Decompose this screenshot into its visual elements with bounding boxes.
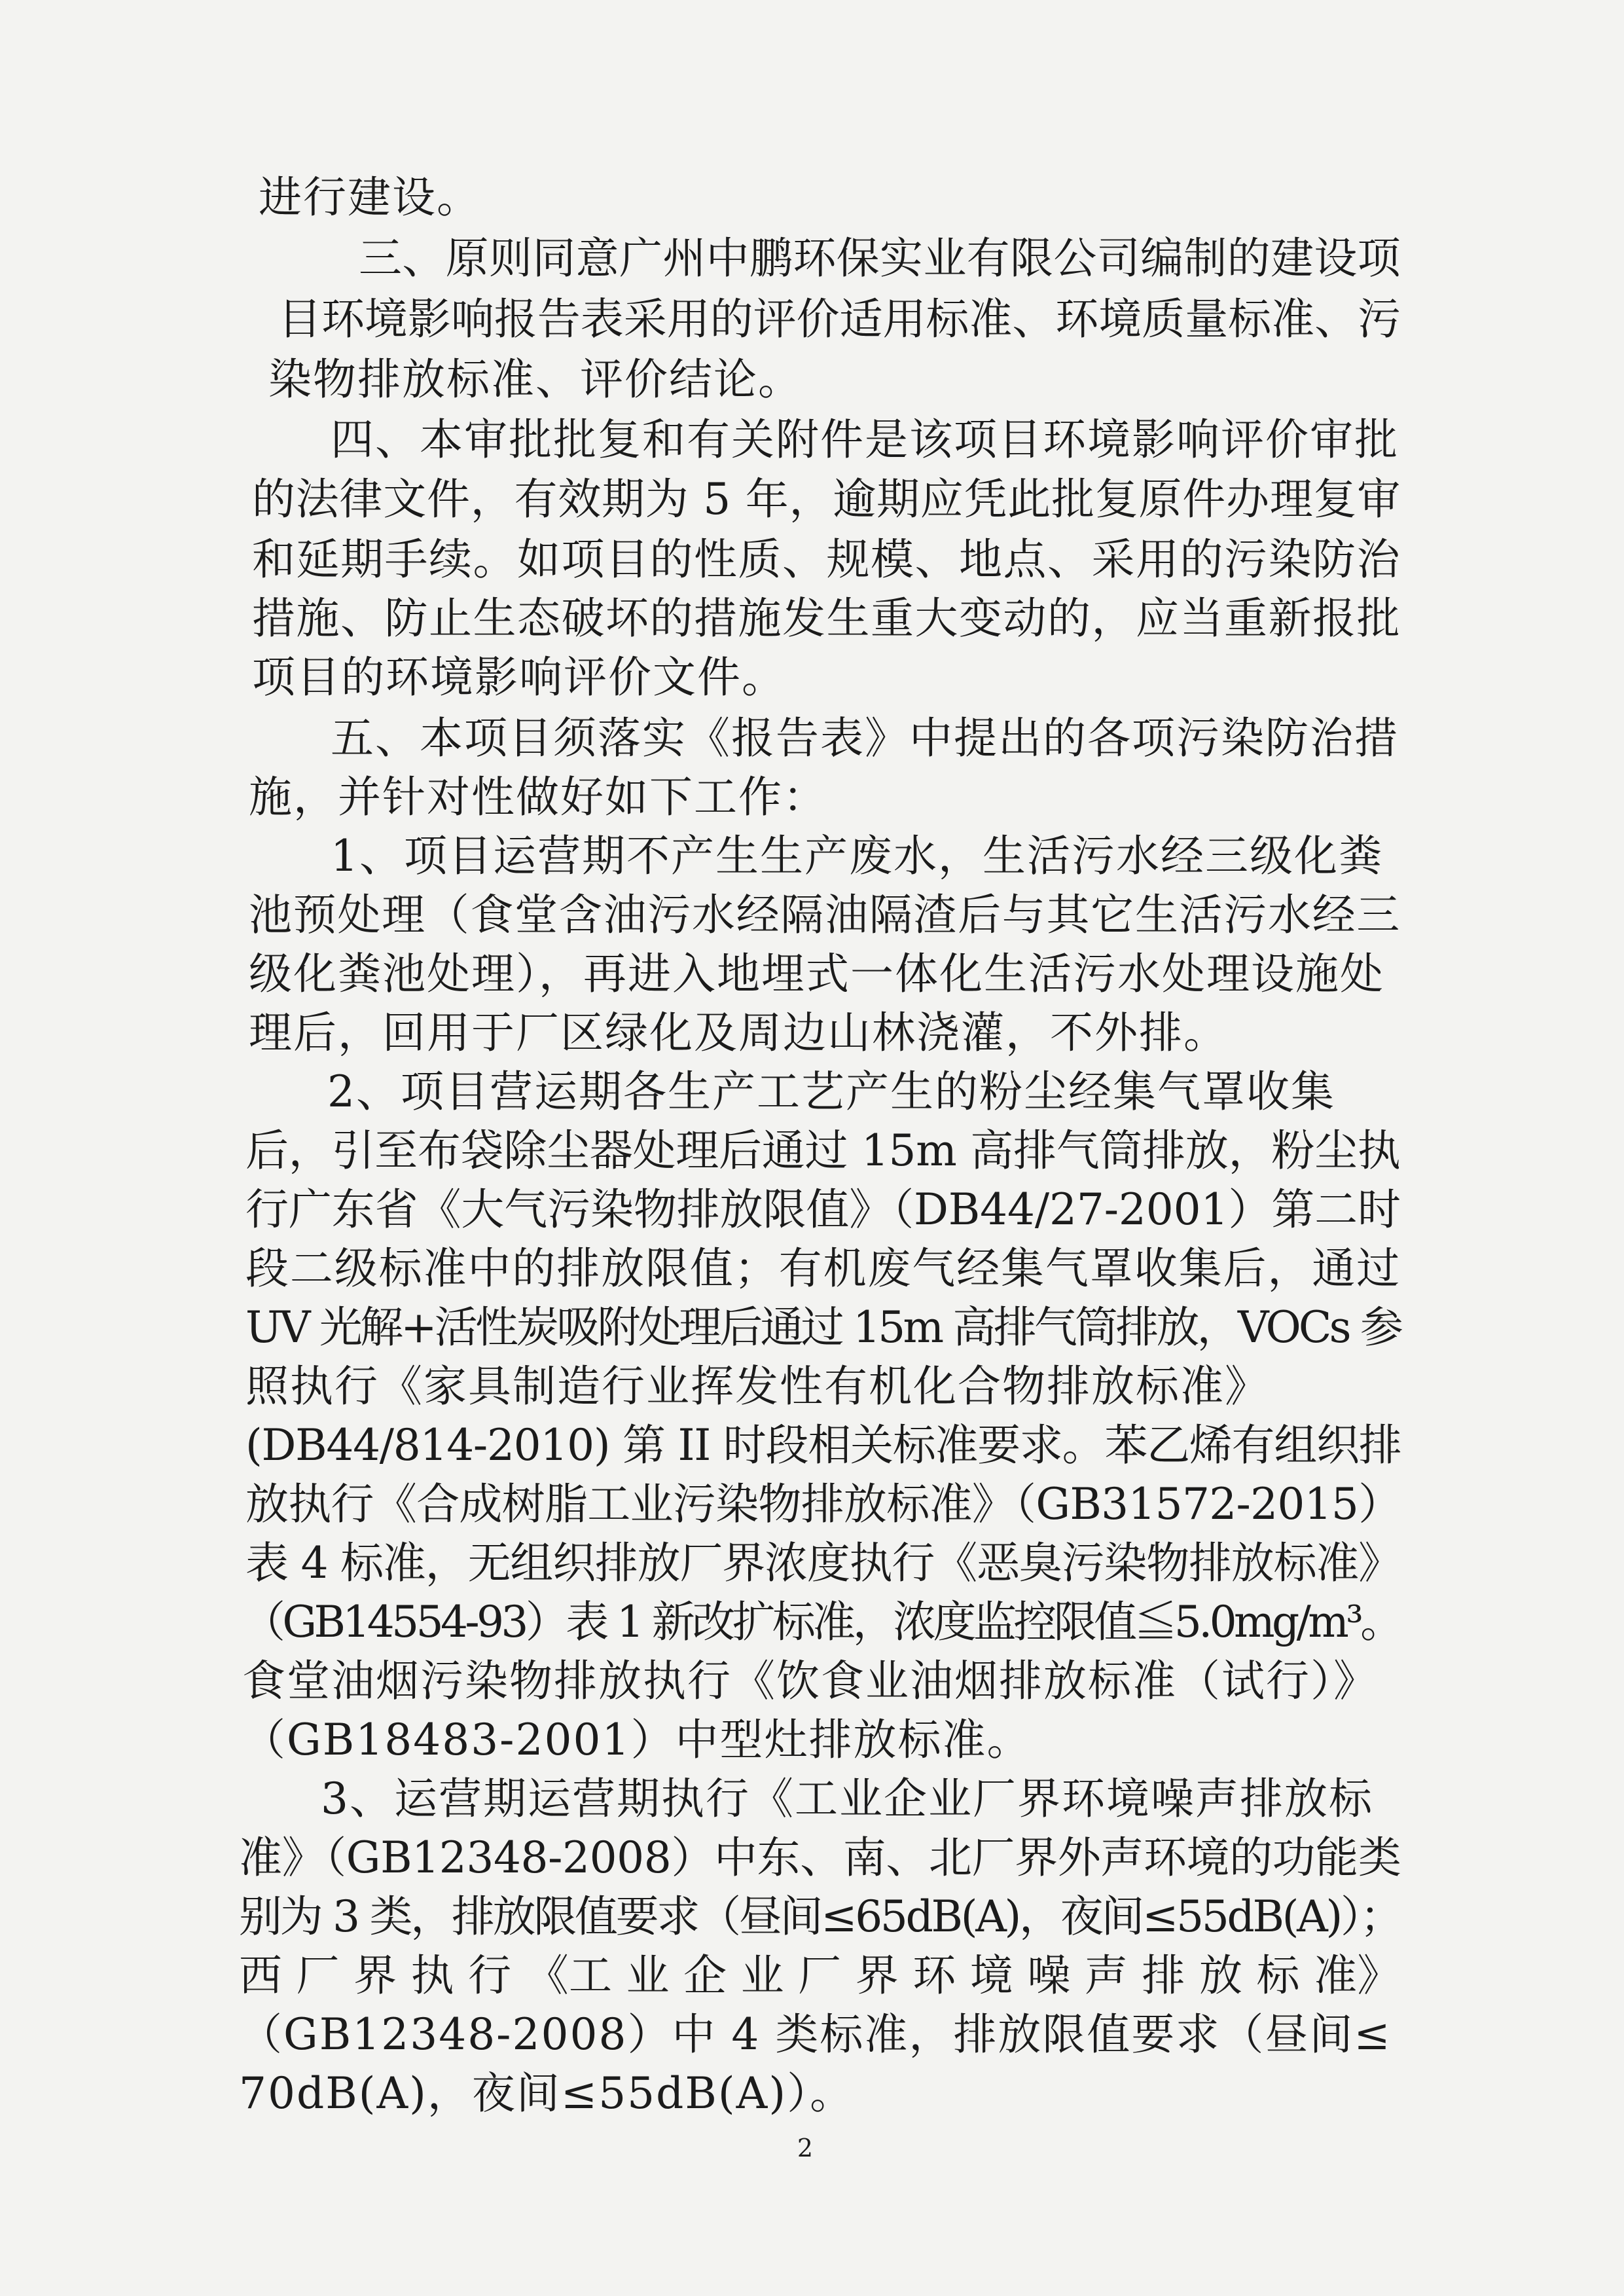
text-line: 五、本项目须落实《报告表》中提出的各项污染防治措 <box>331 713 1399 763</box>
text-line: 级化粪池处理），再进入地埋式一体化生活污水处理设施处 <box>249 949 1384 999</box>
text-line: 照执行《家具制造行业挥发性有机化合物排放标准》 <box>245 1361 1269 1412</box>
text-line: 施，并针对性做好如下工作： <box>249 772 827 822</box>
text-line: （GB18483-2001）中型灶排放标准。 <box>242 1715 1032 1765</box>
text-line: 染物排放标准、评价结论。 <box>268 354 803 405</box>
text-line: 2、项目营运期各生产工艺产生的粉尘经集气罩收集 <box>327 1066 1335 1117</box>
text-line: 进行建设。 <box>259 172 481 223</box>
text-line: 措施、防止生态破坏的措施发生重大变动的，应当重新报批 <box>252 593 1401 644</box>
text-line: 行广东省《大气污染物排放限值》（DB44/27-2001）第二时 <box>245 1184 1401 1235</box>
text-line: 后，引至布袋除尘器处理后通过 15m 高排气筒排放，粉尘执 <box>245 1125 1401 1176</box>
text-line: 目环境影响报告表采用的评价适用标准、环境质量标准、污 <box>278 294 1401 344</box>
text-line: （GB12348-2008）中 4 类标准，排放限值要求（昼间≤ <box>239 2009 1392 2060</box>
text-line: UV 光解+活性炭吸附处理后通过 15m 高排气筒排放，VOCs 参 <box>245 1302 1401 1353</box>
text-line: 三、原则同意广州中鹏环保实业有限公司编制的建设项 <box>359 233 1401 283</box>
text-line: 准》（GB12348-2008）中东、南、北厂界外声环境的功能类 <box>239 1832 1401 1883</box>
text-line: 段二级标准中的排放限值；有机废气经集气罩收集后，通过 <box>245 1243 1401 1294</box>
text-line: 3、运营期运营期执行《工业企业厂界环境噪声排放标 <box>321 1774 1373 1824</box>
page-number: 2 <box>797 2134 814 2162</box>
text-line: 别为 3 类，排放限值要求（昼间≤65dB(A)，夜间≤55dB(A)）； <box>239 1891 1401 1942</box>
text-line: 放执行《合成树脂工业污染物排放标准》（GB31572-2015） <box>245 1479 1401 1529</box>
text-line: 和延期手续。如项目的性质、规模、地点、采用的污染防治 <box>252 534 1401 585</box>
text-line: 食堂油烟污染物排放执行《饮食业油烟排放标准（试行）》 <box>242 1656 1378 1706</box>
text-line: 的法律文件，有效期为 5 年，逾期应凭此批复原件办理复审 <box>252 474 1401 524</box>
text-line: 四、本审批批复和有关附件是该项目环境影响评价审批 <box>331 414 1399 465</box>
text-line: (DB44/814-2010) 第 II 时段相关标准要求。苯乙烯有组织排 <box>245 1420 1401 1470</box>
text-line: （GB14554-93）表 1 新改扩标准，浓度监控限值≦5.0mg/m³。 <box>242 1597 1401 1647</box>
text-line: 表 4 标准，无组织排放厂界浓度执行《恶臭污染物排放标准》 <box>245 1538 1401 1588</box>
text-line: 池预处理（食堂含油污水经隔油隔渣后与其它生活污水经三 <box>249 890 1401 940</box>
text-line: 项目的环境影响评价文件。 <box>252 652 786 702</box>
text-line: 西 厂 界 执 行 《工 业 企 业 厂 界 环 境 噪 声 排 放 标 准》 <box>239 1950 1401 2001</box>
text-line: 1、项目运营期不产生生产废水，生活污水经三级化粪 <box>331 831 1383 881</box>
text-line: 理后，回用于厂区绿化及周边山林浇灌，不外排。 <box>249 1008 1228 1058</box>
text-line: 70dB(A)，夜间≤55dB(A)）。 <box>239 2068 855 2119</box>
